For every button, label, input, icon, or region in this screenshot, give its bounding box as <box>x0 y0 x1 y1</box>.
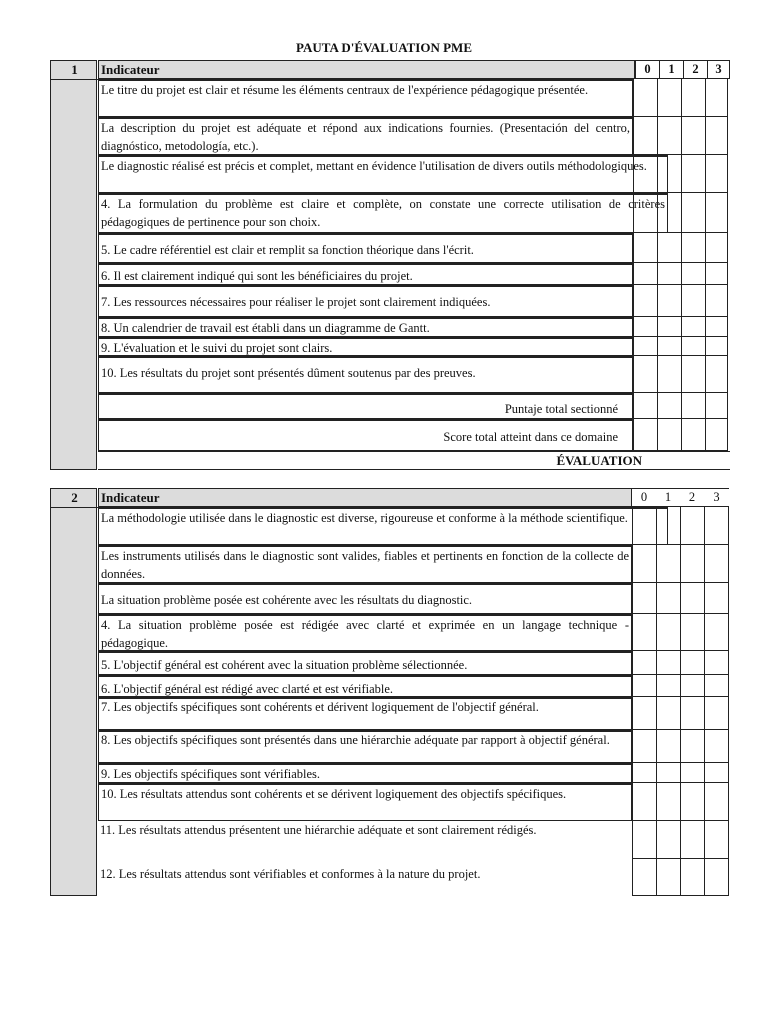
scale-2: 2 <box>680 488 704 507</box>
score-cell-0[interactable] <box>632 821 656 859</box>
score-cell-3[interactable] <box>705 263 728 285</box>
indicator-row <box>98 155 730 193</box>
scale-3: 3 <box>707 60 730 79</box>
page-title: PAUTA D'ÉVALUATION PME <box>296 40 472 55</box>
score-cell-3[interactable] <box>704 614 729 651</box>
score-cell-3[interactable] <box>704 507 729 545</box>
score-cell-3[interactable] <box>705 356 728 393</box>
indicator-row <box>98 821 729 859</box>
indicator-row <box>98 263 730 285</box>
score-cell-0[interactable] <box>632 651 656 675</box>
score-cell-2[interactable] <box>681 337 705 356</box>
score-cell-3[interactable] <box>705 285 728 317</box>
score-cell-0[interactable] <box>633 419 657 451</box>
score-cell-0[interactable] <box>632 697 656 730</box>
score-cell-3[interactable] <box>705 155 728 193</box>
scale-0: 0 <box>632 488 656 507</box>
score-cell-3[interactable] <box>705 193 728 233</box>
section-2-table <box>50 488 729 896</box>
total-row <box>98 419 730 451</box>
indicator-row <box>98 783 729 821</box>
indicator-text: La méthodologie utilisée dans le diagnostic est diverse, rigoureuse et conforme à la méthode scientifique. <box>98 507 668 545</box>
score-cell-0[interactable] <box>632 730 656 763</box>
score-cell-2[interactable] <box>680 821 704 859</box>
score-cell-3[interactable] <box>704 783 729 821</box>
indicator-row <box>98 651 729 675</box>
score-cell-2[interactable] <box>680 730 704 763</box>
indicator-text: 10. Les résultats attendus sont cohérents et se dérivent logiquement des objectifs spécifiques. <box>98 783 632 821</box>
score-cell-1[interactable] <box>656 730 680 763</box>
score-cell-0[interactable] <box>633 155 657 193</box>
indicator-text: 4. La formulation du problème est claire et complète, on constate une correcte utilisation de critères pédagogiques de pertinence pour son choix. <box>98 193 668 233</box>
score-cell-3[interactable] <box>705 233 728 263</box>
score-cell-2[interactable] <box>680 763 704 783</box>
bottom-rule <box>98 469 730 470</box>
indicator-row <box>98 317 730 337</box>
score-cell-2[interactable] <box>681 79 705 117</box>
indicator-text: 6. L'objectif général est rédigé avec clarté et est vérifiable. <box>98 675 632 697</box>
indicator-text: La situation problème posée est cohérente avec les résultats du diagnostic. <box>98 583 632 614</box>
score-cell-2[interactable] <box>680 583 704 614</box>
indicator-row <box>98 859 729 896</box>
total-score-label: Score total atteint dans ce domaine <box>98 419 633 451</box>
score-cell-2[interactable] <box>681 193 705 233</box>
score-cell-3[interactable] <box>704 763 729 783</box>
scale-1: 1 <box>656 488 680 507</box>
indicator-row <box>98 545 729 583</box>
indicator-text: 7. Les objectifs spécifiques sont cohérents et dérivent logiquement de l'objectif général. <box>98 697 632 730</box>
indicator-text: 12. Les résultats attendus sont vérifiables et conformes à la nature du projet. <box>100 867 481 881</box>
indicator-header: Indicateur <box>98 60 635 79</box>
score-cell-3[interactable] <box>704 859 729 896</box>
score-cell-2[interactable] <box>681 393 705 419</box>
score-cell-0[interactable] <box>632 675 656 697</box>
score-cell-2[interactable] <box>680 859 704 896</box>
score-cell-2[interactable] <box>681 233 705 263</box>
indicator-row <box>98 337 730 356</box>
indicator-row <box>98 356 730 393</box>
score-cell-1[interactable] <box>657 263 681 285</box>
score-cell-2[interactable] <box>680 614 704 651</box>
score-cell-1[interactable] <box>657 317 681 337</box>
score-cell-1[interactable] <box>657 356 681 393</box>
indicator-text: 10. Les résultats du projet sont présentés dûment soutenus par des preuves. <box>98 356 633 393</box>
indicator-text: 4. La situation problème posée est rédigée avec clarté et exprimée en un langage technique - pédagogique. <box>98 614 632 651</box>
indicator-row <box>98 79 730 117</box>
indicator-row <box>98 117 730 155</box>
total-row <box>98 393 730 419</box>
score-cell-1[interactable] <box>656 545 680 583</box>
score-cell-2[interactable] <box>681 117 705 155</box>
score-cell-0[interactable] <box>632 583 656 614</box>
section-number: 1 <box>51 61 98 80</box>
section-1-table <box>50 60 729 470</box>
total-sectioned-label: Puntaje total sectionné <box>98 393 633 419</box>
score-cell-3[interactable] <box>704 821 729 859</box>
score-cell-1[interactable] <box>656 675 680 697</box>
score-cell-1[interactable] <box>656 821 680 859</box>
scale-0: 0 <box>635 60 659 79</box>
score-cell-0[interactable] <box>632 614 656 651</box>
score-cell-0[interactable] <box>633 356 657 393</box>
score-cell-2[interactable] <box>680 697 704 730</box>
indicator-text: Le diagnostic réalisé est précis et complet, mettant en évidence l'utilisation de divers outils méthodologiques. <box>98 155 668 193</box>
score-cell-0[interactable] <box>633 263 657 285</box>
indicator-text: La description du projet est adéquate et répond aux indications fournies. (Presentación del centro, diagnóstico, metodología, etc.). <box>98 117 633 155</box>
score-cell-2[interactable] <box>681 155 705 193</box>
score-cell-2[interactable] <box>680 783 704 821</box>
score-cell-0[interactable] <box>632 763 656 783</box>
score-cell-0[interactable] <box>633 393 657 419</box>
score-cell-3[interactable] <box>705 337 728 356</box>
indicator-row <box>98 285 730 317</box>
score-cell-0[interactable] <box>632 545 656 583</box>
indicator-text: Le titre du projet est clair et résume les éléments centraux de l'expérience pédagogique présentée. <box>98 79 633 117</box>
indicator-row <box>98 233 730 263</box>
score-cell-1[interactable] <box>657 337 681 356</box>
score-cell-0[interactable] <box>633 317 657 337</box>
score-cell-2[interactable] <box>681 356 705 393</box>
score-cell-3[interactable] <box>704 545 729 583</box>
score-cell-0[interactable] <box>632 859 656 896</box>
score-cell-1[interactable] <box>656 507 680 545</box>
score-cell-2[interactable] <box>681 317 705 337</box>
indicator-row <box>98 614 729 651</box>
indicator-text: Les instruments utilisés dans le diagnostic sont valides, fiables et pertinents en fonction de la collecte de données. <box>98 545 632 583</box>
section-number-column <box>50 488 97 896</box>
indicator-row <box>98 730 729 763</box>
score-cell-3[interactable] <box>704 583 729 614</box>
score-cell-3[interactable] <box>704 697 729 730</box>
score-cell-0[interactable] <box>633 337 657 356</box>
score-cell-3[interactable] <box>705 79 728 117</box>
indicator-row <box>98 675 729 697</box>
score-cell-1[interactable] <box>656 783 680 821</box>
indicator-row <box>98 697 729 730</box>
indicator-text: 8. Les objectifs spécifiques sont présentés dans une hiérarchie adéquate par rapport à objectif général. <box>98 730 632 763</box>
score-cell-1[interactable] <box>656 651 680 675</box>
indicator-text: 9. Les objectifs spécifiques sont vérifiables. <box>98 763 632 783</box>
score-cell-2[interactable] <box>680 651 704 675</box>
score-cell-2[interactable] <box>680 545 704 583</box>
indicator-row <box>98 583 729 614</box>
score-cell-1[interactable] <box>657 117 681 155</box>
score-cell-3[interactable] <box>705 317 728 337</box>
indicator-text: 7. Les ressources nécessaires pour réaliser le projet sont clairement indiquées. <box>98 285 633 317</box>
score-cell-0[interactable] <box>633 79 657 117</box>
score-cell-3[interactable] <box>704 651 729 675</box>
score-cell-3[interactable] <box>704 730 729 763</box>
score-cell-2[interactable] <box>680 507 704 545</box>
scale-1: 1 <box>659 60 683 79</box>
score-cell-3[interactable] <box>704 675 729 697</box>
score-cell-1[interactable] <box>657 155 681 193</box>
score-cell-1[interactable] <box>657 233 681 263</box>
score-cell-3[interactable] <box>705 117 728 155</box>
indicator-row <box>98 193 730 233</box>
indicator-text: 11. Les résultats attendus présentent une hiérarchie adéquate et sont clairement rédigés. <box>100 823 537 837</box>
score-cell-1[interactable] <box>657 193 681 233</box>
score-cell-1[interactable] <box>657 79 681 117</box>
score-cell-0[interactable] <box>633 233 657 263</box>
score-cell-1[interactable] <box>656 763 680 783</box>
score-cell-2[interactable] <box>681 263 705 285</box>
indicator-text: 9. L'évaluation et le suivi du projet sont clairs. <box>98 337 633 356</box>
score-cell-1[interactable] <box>656 859 680 896</box>
indicator-row <box>98 507 729 545</box>
evaluation-label: ÉVALUATION <box>98 451 730 470</box>
indicator-text: 5. Le cadre référentiel est clair et remplit sa fonction théorique dans l'écrit. <box>98 233 633 263</box>
score-cell-3[interactable] <box>705 393 728 419</box>
section-number-column <box>50 60 97 470</box>
indicator-row <box>98 763 729 783</box>
score-cell-3[interactable] <box>705 419 728 451</box>
section-number: 2 <box>51 489 98 508</box>
indicator-text: 8. Un calendrier de travail est établi dans un diagramme de Gantt. <box>98 317 633 337</box>
score-cell-1[interactable] <box>656 697 680 730</box>
score-cell-2[interactable] <box>680 675 704 697</box>
indicator-header: Indicateur <box>98 488 632 507</box>
indicator-text: 6. Il est clairement indiqué qui sont les bénéficiaires du projet. <box>98 263 633 285</box>
score-cell-1[interactable] <box>656 614 680 651</box>
score-cell-0[interactable] <box>633 193 657 233</box>
scale-3: 3 <box>704 488 729 507</box>
score-cell-1[interactable] <box>657 285 681 317</box>
score-cell-1[interactable] <box>657 419 681 451</box>
score-cell-0[interactable] <box>633 285 657 317</box>
score-cell-0[interactable] <box>633 117 657 155</box>
score-cell-0[interactable] <box>632 507 656 545</box>
score-cell-0[interactable] <box>632 783 656 821</box>
score-cell-2[interactable] <box>681 419 705 451</box>
indicator-text: 5. L'objectif général est cohérent avec la situation problème sélectionnée. <box>98 651 632 675</box>
score-cell-1[interactable] <box>656 583 680 614</box>
score-cell-1[interactable] <box>657 393 681 419</box>
scale-2: 2 <box>683 60 707 79</box>
score-cell-2[interactable] <box>681 285 705 317</box>
